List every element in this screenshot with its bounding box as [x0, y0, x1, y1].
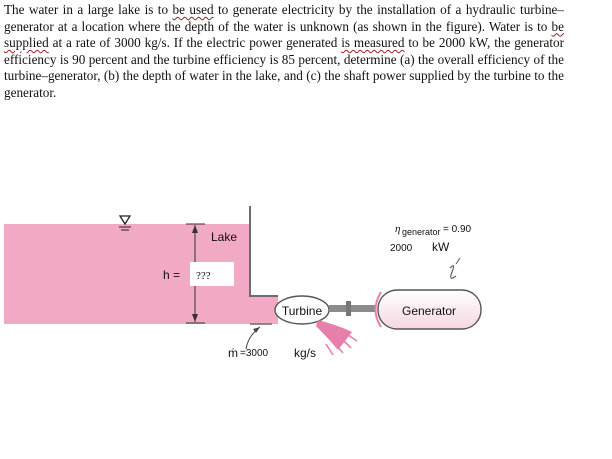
power-value: 2000 — [390, 243, 413, 254]
outflow-water — [316, 320, 357, 355]
problem-text-4: to be 2000 kW, the generator efficiency is 90 percent and the turbine efficiency is 85 percent, determine (a) the overall efficiency of the turbine–generator, (b) the depth of water in the lake, and (c) the shaft power supplied by the turbine to the generator. — [4, 35, 565, 100]
dam-wall — [250, 206, 278, 296]
lake-label: Lake — [211, 230, 238, 244]
flow-symbol: ṁ — [228, 346, 238, 360]
flow-arrow — [246, 327, 260, 349]
eta-subscript: generator — [402, 227, 441, 237]
problem-text-2: to generate electricity by the installation of a hydraulic turbine–generator at a location where the depth of the water is unknown (as shown in the figure). Water is to — [4, 2, 565, 34]
grammar-flag-be-supplied: be supplied — [4, 18, 564, 51]
grammar-flag-be-used: be used — [172, 2, 214, 17]
generator-efficiency — [395, 223, 472, 237]
problem-text-3: at a rate of 3000 kg/s. If the electric power generated — [48, 35, 342, 51]
depth-label: h = — [163, 268, 181, 282]
turbine-label: Turbine — [281, 304, 323, 318]
intake-channel — [250, 296, 278, 324]
shaft — [329, 305, 375, 312]
generator-label: Generator — [401, 304, 457, 318]
efficiency-value: = 0.90 — [443, 224, 472, 235]
eta-symbol: η — [395, 223, 401, 235]
flow-unit: kg/s — [294, 346, 317, 360]
flow-value: =3000 — [240, 348, 269, 359]
coupling — [346, 301, 351, 316]
electricity-spark-icon — [456, 258, 460, 264]
depth-value: ??? — [196, 270, 211, 282]
problem-text-1: The water in a large lake is to — [4, 2, 173, 17]
grammar-flag-is-measured: is measured — [341, 35, 405, 51]
electricity-icon — [450, 266, 456, 279]
power-unit: kW — [432, 240, 450, 254]
